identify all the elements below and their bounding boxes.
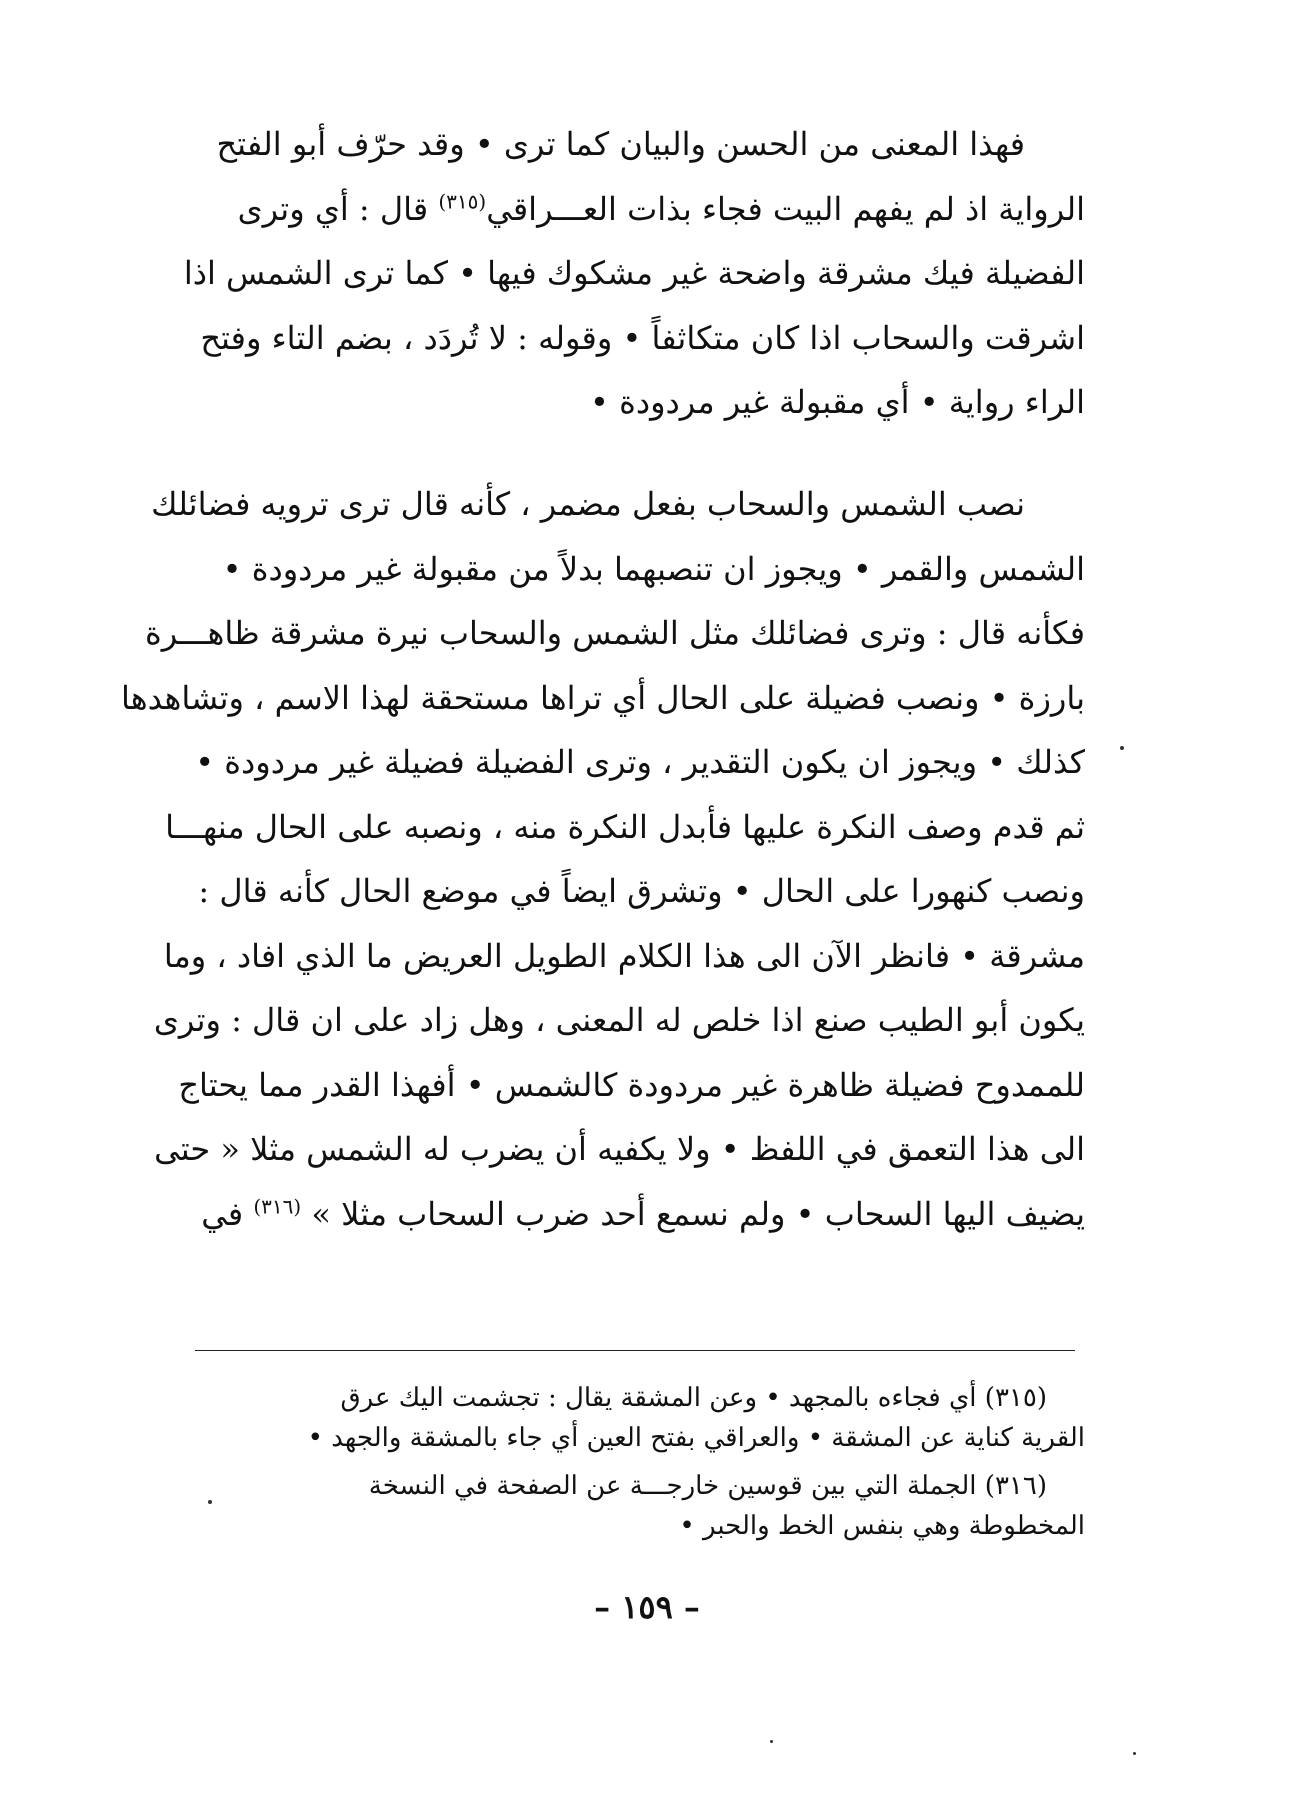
footnote-line: (٣١٥) أي فجاءه بالمجهد • وعن المشقة يقال : تجشمت اليك عرق bbox=[340, 1383, 1047, 1413]
text-line: يكون أبو الطيب صنع اذا خلص له المعنى ، وهل زاد على ان قال : وترى bbox=[153, 1001, 1085, 1039]
footnote-315 bbox=[180, 1378, 1085, 1458]
text-segment: الرواية اذ لم يفهم البيت فجاء بذات العـــراقي bbox=[486, 189, 1085, 228]
footnote-line: المخطوطة وهي بنفس الخط والحبر • bbox=[679, 1511, 1085, 1541]
footnote-316 bbox=[180, 1466, 1085, 1546]
text-segment: قال : أي وترى bbox=[237, 189, 429, 228]
text-line: للممدوح فضيلة ظاهرة غير مردودة كالشمس • أفهذا القدر مما يحتاج bbox=[178, 1065, 1085, 1104]
text-line: الى هذا التعمق في اللفظ • ولا يكفيه أن يضرب له الشمس مثلا « حتى bbox=[154, 1130, 1085, 1168]
footnote-line: القرية كناية عن المشقة • والعراقي بفتح العين أي جاء بالمشقة والجهد • bbox=[307, 1423, 1085, 1453]
text-line: الشمس والقمر • ويجوز ان تنصبهما بدلاً من مقبولة غير مردودة • bbox=[222, 549, 1085, 588]
text-line: ثم قدم وصف النكرة عليها فأبدل النكرة منه ، ونصبه على الحال منهـــا bbox=[165, 807, 1085, 846]
text-line: فهذا المعنى من الحسن والبيان كما ترى • وقد حرّف أبو الفتح bbox=[216, 125, 1025, 163]
scan-speck bbox=[1133, 1752, 1136, 1755]
text-line: كذلك • ويجوز ان يكون التقدير ، وترى الفضيلة فضيلة غير مردودة • bbox=[195, 743, 1085, 781]
footnote-reference-316: (٣١٦) bbox=[253, 1193, 302, 1218]
text-line: بارزة • ونصب فضيلة على الحال أي تراها مستحقة لهذا الاسم ، وتشاهدها bbox=[121, 678, 1085, 717]
text-line bbox=[180, 1182, 1085, 1247]
text-line bbox=[180, 177, 1085, 242]
text-line: مشرقة • فانظر الآن الى هذا الكلام الطويل العريض ما الذي افاد ، وما bbox=[163, 936, 1085, 975]
scan-speck bbox=[1120, 746, 1124, 750]
paragraph-1 bbox=[180, 112, 1085, 435]
page-number: – ١٥٩ – bbox=[594, 1588, 700, 1626]
paragraph-2 bbox=[121, 472, 1085, 1246]
text-line: فكأنه قال : وترى فضائلك مثل الشمس والسحاب نيرة مشرقة ظاهـــرة bbox=[144, 614, 1085, 652]
text-segment: في bbox=[201, 1194, 244, 1233]
text-line: نصب الشمس والسحاب بفعل مضمر ، كأنه قال ترى ترويه فضائلك bbox=[151, 485, 1025, 523]
text-segment: يضيف اليها السحاب • ولم نسمع أحد ضرب السحاب مثلا » bbox=[311, 1194, 1085, 1233]
scan-speck bbox=[208, 1500, 212, 1504]
footnote-line: (٣١٦) الجملة التي بين قوسين خارجـــة عن الصفحة في النسخة bbox=[368, 1471, 1047, 1501]
text-line: اشرقت والسحاب اذا كان متكاثفاً • وقوله : لا تُردَد ، بضم التاء وفتح bbox=[200, 318, 1085, 357]
footnote-reference-315: (٣١٥) bbox=[438, 188, 487, 213]
text-line: الراء رواية • أي مقبولة غير مردودة • bbox=[590, 383, 1085, 421]
text-line: الفضيلة فيك مشرقة واضحة غير مشكوك فيها • كما ترى الشمس اذا bbox=[183, 254, 1085, 292]
scan-speck bbox=[770, 1740, 773, 1743]
text-line: ونصب كنهورا على الحال • وتشرق ايضاً في موضع الحال كأنه قال : bbox=[198, 872, 1085, 910]
footnotes bbox=[180, 1378, 1085, 1554]
footnote-separator bbox=[195, 1350, 1075, 1351]
